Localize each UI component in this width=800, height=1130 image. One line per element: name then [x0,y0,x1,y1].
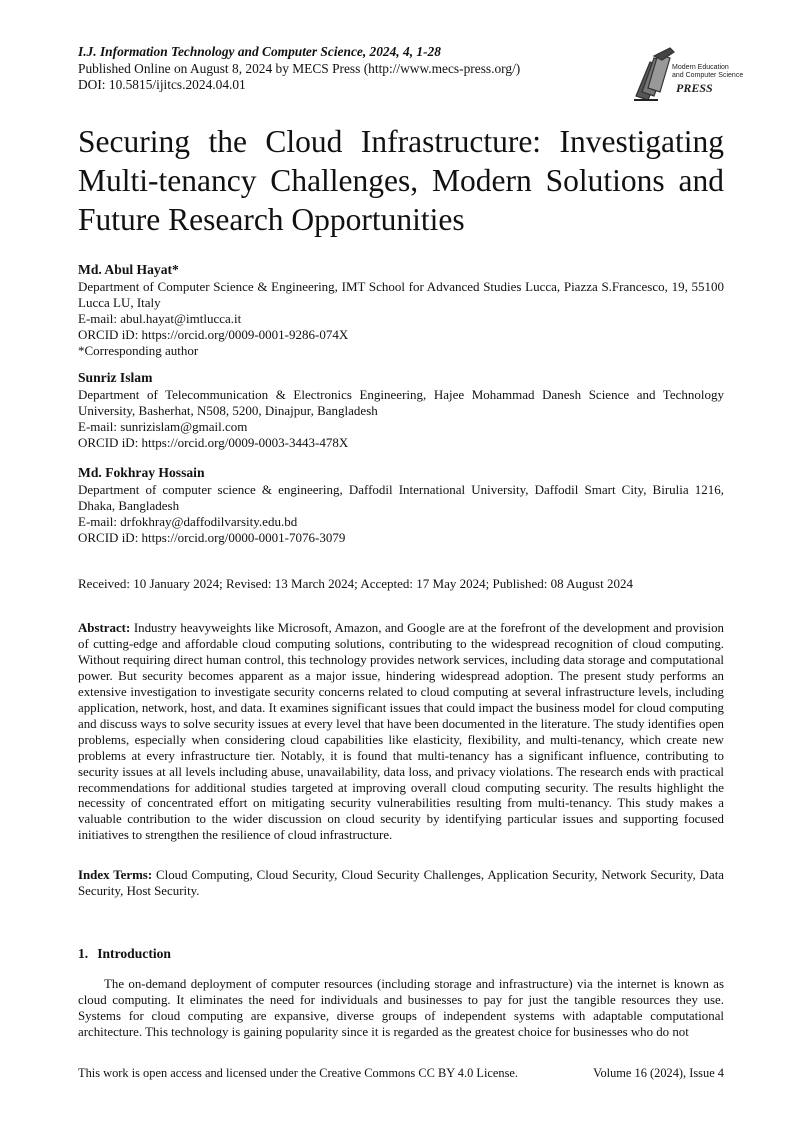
author-affiliation: Department of Telecommunication & Electronics Engineering, Hajee Mohammad Danesh Science and Technology University, Basherhat, N508, 5200, Dinajpur, Bangladesh [78,387,724,419]
corresponding-note: *Corresponding author [78,343,199,359]
journal-header [78,44,618,94]
svg-text:and Computer Science: and Computer Science [672,72,744,79]
author-orcid: ORCID iD: https://orcid.org/0009-0001-9286-074X [78,327,349,343]
paper-title: Securing the Cloud Infrastructure: Investigating Multi-tenancy Challenges, Modern Solutions and Future Research Opportunities [78,124,724,237]
section-heading [78,946,171,962]
section-number: 1. [78,946,89,961]
received-dates: Received: 10 January 2024; Revised: 13 March 2024; Accepted: 17 May 2024; Published: 08 August 2024 [78,576,633,591]
author-name: Md. Abul Hayat* [78,262,179,277]
index-terms-label: Index Terms: [78,868,153,882]
author-affiliation: Department of Computer Science & Engineering, IMT School for Advanced Studies Lucca, Piazza S.Francesco, 19, 55100 Lucca LU, Italy [78,279,724,311]
index-terms [78,867,724,899]
author-block [78,465,724,546]
author-block [78,262,724,360]
author-email: E-mail: abul.hayat@imtlucca.it [78,311,242,327]
volume-footer: Volume 16 (2024), Issue 4 [593,1066,724,1080]
svg-text:Modern Education: Modern Education [672,64,729,71]
author-name: Md. Fokhray Hossain [78,465,205,480]
author-name: Sunriz Islam [78,370,153,385]
intro-paragraph: The on-demand deployment of computer resources (including storage and infrastructure) via the internet is known as cloud computing. It eliminates the need for individuals and businesses to pay for just the tangible resources they use. Systems for cloud computing are expansive, diverse groups of independent systems with adaptable computational architecture. This technology is gaining popularity since it is regarded as the greatest choice for businesses who do not [78,977,724,1039]
author-orcid: ORCID iD: https://orcid.org/0009-0003-3443-478X [78,435,349,451]
abstract-text: Industry heavyweights like Microsoft, Amazon, and Google are at the forefront of the development and provision of cutting-edge and affordable cloud computing solutions, contributing to the widespread recognition of cloud computing. Without requiring direct human control, this technology provides network services, including data storage and computational power. But security becomes apparent as a major issue, hindering widespread adoption. The present study performs an extensive investigation to investigate security concerns related to cloud computing at several infrastructure levels, including application, network, host, and data. It examines significant issues that could impact the business model for cloud computing and discuss ways to solve security issues at every level that have been documented in the literature. The study identifies open problems, especially when considering cloud capabilities like elasticity, flexibility, and multi-tenancy, which create new problems at every infrastructure tier. Notably, it is found that multi-tenancy has a significant influence, contributing to security issues at all levels including abuse, unavailability, data loss, and privacy violations. The research ends with practical recommendations for additional studies targeted at improving overall cloud computing security. The results highlight the necessity of concentrated effort on mitigating security vulnerabilities resulting from multi-tenancy. This study makes a valuable contribution to the wider discussion on cloud security by identifying particular issues and supporting focused initiatives to strengthen the resilience of cloud infrastructure. [78,621,724,843]
abstract [78,621,724,844]
journal-line: I.J. Information Technology and Computer Science, 2024, 4, 1-28 [78,44,441,59]
published-line: Published Online on August 8, 2024 by MECS Press (http://www.mecs-press.org/) [78,60,521,76]
abstract-label: Abstract: [78,621,131,635]
author-email: E-mail: sunrizislam@gmail.com [78,419,248,435]
index-terms-text: Cloud Computing, Cloud Security, Cloud Security Challenges, Application Security, Network Security, Data Security, Host Security. [78,868,724,898]
author-block [78,370,724,451]
author-affiliation: Department of computer science & engineering, Daffodil International University, Daffodil Smart City, Birulia 1216, Dhaka, Bangladesh [78,482,724,514]
author-orcid: ORCID iD: https://orcid.org/0000-0001-7076-3079 [78,530,346,546]
doi-line: DOI: 10.5815/ijitcs.2024.04.01 [78,77,246,92]
book-stack-icon [628,42,744,104]
section-title: Introduction [97,946,171,961]
author-email: E-mail: drfokhray@daffodilvarsity.edu.bd [78,514,298,530]
license-footer: This work is open access and licensed under the Creative Commons CC BY 4.0 License. [78,1066,519,1080]
mecs-press-logo [628,42,744,104]
svg-text:PRESS: PRESS [676,81,713,95]
